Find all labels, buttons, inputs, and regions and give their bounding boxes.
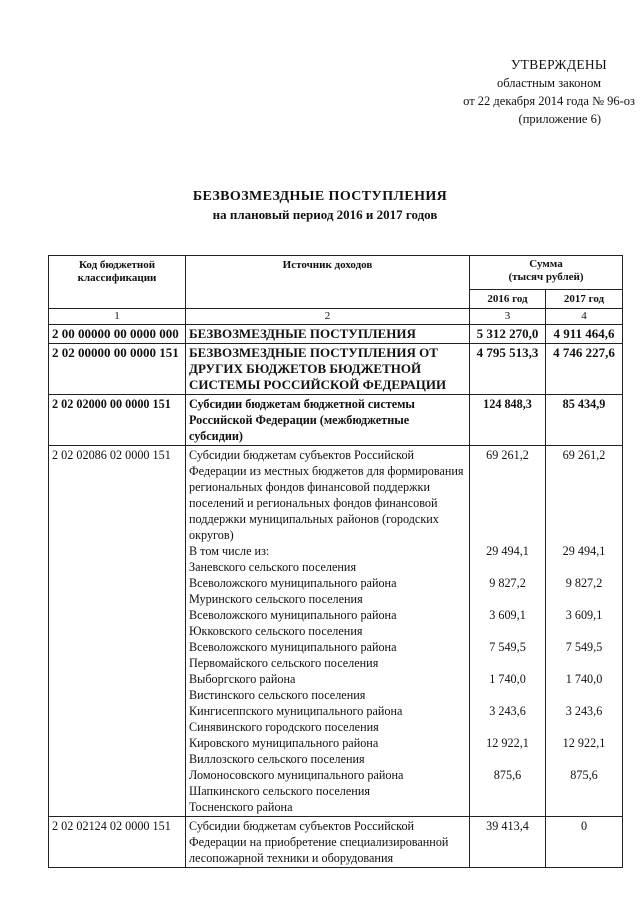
detail-amount-2016: 3 609,1 — [489, 608, 526, 622]
detail-amount-2017: 3 243,6 — [565, 704, 603, 718]
row-code: 2 02 00000 00 0000 151 — [49, 344, 186, 395]
row-source: Субсидии бюджетам бюджетной системы Российской Федерации (межбюджетные субсидии) — [186, 395, 470, 446]
header-source: Источник доходов — [186, 256, 470, 309]
detail-amount-2017: 3 609,1 — [565, 608, 603, 622]
approval-line-2: от 22 декабря 2014 года № 96-оз — [463, 94, 635, 108]
table-header-row — [49, 256, 623, 290]
detail-amount-2017: 1 740,0 — [565, 672, 603, 686]
detail-amount-2016: 12 922,1 — [486, 736, 529, 750]
approval-line-1: областным законом — [496, 76, 601, 90]
detail-name: Виллозского сельского поселения Ломоносовского муниципального района — [189, 752, 404, 782]
row-amount-2017: 85 434,9 — [546, 395, 623, 446]
header-code: Код бюджетной классификации — [49, 256, 186, 309]
col-number: 3 — [470, 309, 546, 325]
row-source: БЕЗВОЗМЕЗДНЫЕ ПОСТУПЛЕНИЯ — [186, 325, 470, 344]
table-row — [49, 395, 623, 446]
detail-name: Заневского сельского поселения Всеволожского муниципального района — [189, 560, 397, 590]
detail-amount-2016: 7 549,5 — [489, 640, 526, 654]
detail-amount-2017: 29 494,1 — [562, 544, 606, 558]
row-code: 2 00 00000 00 0000 000 — [49, 325, 186, 344]
header-year-2016: 2016 год — [470, 290, 546, 309]
header-sum-label: Сумма — [529, 258, 563, 270]
approval-block — [430, 56, 635, 128]
header-sum — [470, 256, 623, 290]
row-amount-2016-cell — [470, 446, 546, 817]
row-amount-2016: 69 261,2 — [486, 448, 529, 462]
row-amount-2016: 39 413,4 — [470, 817, 546, 868]
detail-amount-2016: 9 827,2 — [489, 576, 526, 590]
detail-amount-2017: 7 549,5 — [565, 640, 603, 654]
detail-amount-2016: 875,6 — [493, 768, 522, 782]
detail-amount-2016: 1 740,0 — [489, 672, 526, 686]
table-row — [49, 446, 623, 817]
detail-name: Вистинского сельского поселения Кингисеппского муниципального района — [189, 688, 403, 718]
col-number: 2 — [186, 309, 470, 325]
row-amount-2017: 4 746 227,6 — [546, 344, 623, 395]
row-amount-2017: 69 261,2 — [562, 448, 606, 462]
document-title — [0, 188, 640, 224]
column-numbers-row — [49, 309, 623, 325]
row-code: 2 02 02000 00 0000 151 — [49, 395, 186, 446]
row-code: 2 02 02124 02 0000 151 — [49, 817, 186, 868]
row-amount-2016: 4 795 513,3 — [470, 344, 546, 395]
col-number: 1 — [49, 309, 186, 325]
table-row — [49, 344, 623, 395]
detail-name: Первомайского сельского поселения Выборгского района — [189, 656, 379, 686]
detail-name: Юкковского сельского поселения Всеволожского муниципального района — [189, 624, 397, 654]
row-source: Субсидии бюджетам субъектов Российской Федерации на приобретение специализированной лесопожарной техники и оборудования — [186, 817, 470, 868]
detail-name: Муринского сельского поселения Всеволожского муниципального района — [189, 592, 397, 622]
detail-name: Синявинского городского поселения Кировского муниципального района — [189, 720, 379, 750]
detail-amount-2017: 12 922,1 — [562, 736, 606, 750]
table-row — [49, 817, 623, 868]
row-amount-2016: 124 848,3 — [470, 395, 546, 446]
row-amount-2016: 5 312 270,0 — [470, 325, 546, 344]
detail-amount-2016: 3 243,6 — [489, 704, 526, 718]
row-amount-2017: 0 — [546, 817, 623, 868]
revenue-table — [48, 255, 623, 868]
detail-amount-2016: 29 494,1 — [486, 544, 529, 558]
detail-amount-2017: 9 827,2 — [565, 576, 603, 590]
including-label: В том числе из: — [189, 544, 270, 558]
row-source — [186, 446, 470, 817]
table-row — [49, 325, 623, 344]
row-amount-2017: 4 911 464,6 — [546, 325, 623, 344]
header-sum-unit: (тысяч рублей) — [508, 271, 584, 283]
header-year-2017: 2017 год — [546, 290, 623, 309]
row-source-text: Субсидии бюджетам субъектов Российской Федерации из местных бюджетов для формирования региональных фондов финансовой поддержки поселений и региональных фондов финансовой поддержки муниципальных районов (городских округов) — [189, 448, 464, 542]
row-code: 2 02 02086 02 0000 151 — [49, 446, 186, 817]
row-source: БЕЗВОЗМЕЗДНЫЕ ПОСТУПЛЕНИЯ ОТ ДРУГИХ БЮДЖЕТОВ БЮДЖЕТНОЙ СИСТЕМЫ РОССИЙСКОЙ ФЕДЕРАЦИИ — [186, 344, 470, 395]
detail-name: Шапкинского сельского поселения Тосненского района — [189, 784, 370, 814]
col-number: 4 — [546, 309, 623, 325]
approval-line-3: (приложение 6) — [518, 112, 601, 126]
title-line-2: на плановый период 2016 и 2017 годов — [212, 207, 438, 222]
title-line-1: БЕЗВОЗМЕЗДНЫЕ ПОСТУПЛЕНИЯ — [192, 189, 448, 204]
approval-heading: УТВЕРЖДЕНЫ — [510, 57, 607, 72]
row-amount-2017-cell — [546, 446, 623, 817]
detail-amount-2017: 875,6 — [570, 768, 598, 782]
